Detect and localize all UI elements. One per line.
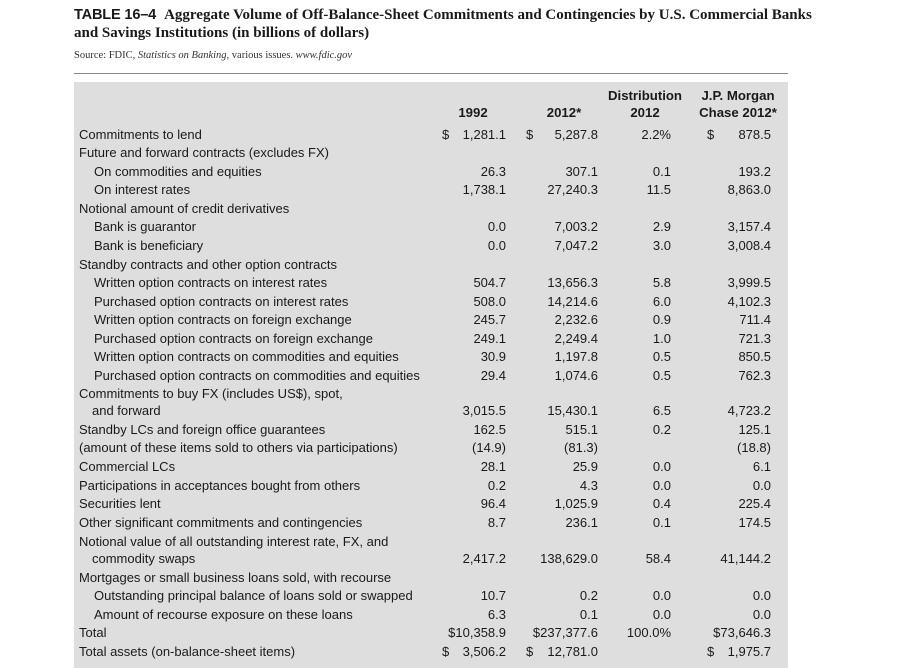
row-label: Written option contracts on interest rates (94, 275, 328, 290)
table-row (74, 367, 788, 385)
row-label: Commitments to buy FX (includes US$), spot, (79, 386, 343, 401)
cell-c1: 8.7 (487, 515, 506, 530)
cell-c4: 4,102.3 (727, 294, 771, 309)
row-label: Future and forward contracts (excludes FX) (79, 145, 329, 160)
cell-c2: 515.1 (565, 422, 598, 437)
cell-c1: 249.1 (473, 331, 506, 346)
cell-c1: 29.4 (480, 368, 506, 383)
row-label: Bank is guarantor (94, 219, 196, 234)
cell-c4: 878.5 (738, 127, 771, 142)
table-row (74, 181, 788, 199)
cell-c2: 4.3 (579, 478, 598, 493)
cell-c4: 225.4 (738, 496, 771, 511)
table-row (74, 163, 788, 181)
cell-c2: 12,781.0 (547, 644, 598, 659)
source-url[interactable]: www.fdic.gov (295, 50, 353, 61)
cell-c1: 1,281.1 (462, 127, 506, 142)
cell-c3: 0.1 (652, 164, 671, 179)
row-label: (amount of these items sold to others via participations) (79, 440, 398, 455)
cell-c1: 96.4 (480, 496, 506, 511)
table-row (74, 402, 788, 420)
cell-c2: 138,629.0 (540, 551, 598, 566)
cell-c3: 11.5 (646, 182, 671, 197)
table-row (74, 439, 788, 457)
cell-c1: 162.5 (473, 422, 506, 437)
cell-c3: 6.0 (652, 294, 671, 309)
cell-c1: 2,417.2 (462, 551, 506, 566)
cell-c3: 0.4 (652, 496, 671, 511)
table-number: TABLE 16–4 (74, 7, 157, 23)
cell-c3: 5.8 (652, 275, 671, 290)
table-caption (74, 6, 834, 42)
table-row (74, 643, 788, 661)
cell-c4: 721.3 (738, 331, 771, 346)
row-label: Outstanding principal balance of loans sold or swapped (94, 588, 413, 603)
table-row (74, 293, 788, 311)
cell-c2: 1,025.9 (554, 496, 598, 511)
table-row (74, 421, 788, 439)
table-row (74, 274, 788, 292)
row-label: Standby LCs and foreign office guarantees (79, 422, 326, 437)
cell-c1: 26.3 (480, 164, 506, 179)
cell-c1: 3,015.5 (462, 403, 506, 418)
cell-c2: 1,074.6 (554, 368, 598, 383)
currency-symbol: $ (442, 127, 450, 142)
cell-c4: 8,863.0 (727, 182, 771, 197)
cell-c3: 0.0 (652, 607, 671, 622)
cell-c2: 0.2 (579, 588, 598, 603)
currency-symbol: $ (442, 644, 450, 659)
cell-c4: 3,008.4 (727, 238, 771, 253)
header-distribution: Distribution (608, 88, 682, 103)
table-row (74, 385, 788, 403)
table-panel (74, 82, 788, 668)
row-label: Standby contracts and other option contracts (79, 257, 337, 272)
table-row (74, 218, 788, 236)
cell-c4: 762.3 (738, 368, 771, 383)
cell-c3: 2.2% (641, 127, 671, 142)
cell-c1: 0.0 (487, 238, 506, 253)
cell-c4: 125.1 (738, 422, 771, 437)
table-row (74, 330, 788, 348)
header-jpmorgan: J.P. Morgan (701, 88, 775, 103)
header-distribution-year: 2012 (630, 105, 660, 120)
cell-c1: 0.0 (487, 219, 506, 234)
cell-c4: 174.5 (738, 515, 771, 530)
cell-c2: 13,656.3 (547, 275, 598, 290)
cell-c3: 0.0 (652, 459, 671, 474)
cell-c4: 0.0 (752, 478, 771, 493)
cell-c4: 0.0 (752, 588, 771, 603)
table-row (74, 311, 788, 329)
cell-c1: 1,738.1 (462, 182, 506, 197)
row-label: Bank is beneficiary (94, 238, 204, 253)
cell-c2: 2,249.4 (554, 331, 598, 346)
row-label: Purchased option contracts on interest rates (94, 294, 349, 309)
cell-c4: 850.5 (738, 349, 771, 364)
row-label: Notional amount of credit derivatives (79, 201, 290, 216)
cell-c2: 7,003.2 (554, 219, 598, 234)
source-prefix: Source: FDIC, (74, 50, 136, 61)
row-label: Written option contracts on foreign exchange (94, 312, 352, 327)
cell-c2: $237,377.6 (532, 625, 598, 640)
row-label: Securities lent (79, 496, 161, 511)
cell-c4: 3,157.4 (727, 219, 771, 234)
cell-c4: 41,144.2 (720, 551, 771, 566)
cell-c4: $73,646.3 (713, 625, 771, 640)
header-1992: 1992 (458, 105, 488, 120)
table-row (74, 256, 788, 274)
row-label: Notional value of all outstanding interest rate, FX, and (79, 534, 389, 549)
cell-c2: 236.1 (565, 515, 598, 530)
header-jpmorgan-year: Chase 2012* (699, 105, 777, 120)
currency-symbol: $ (526, 127, 534, 142)
row-label: Amount of recourse exposure on these loans (94, 607, 353, 622)
cell-c4: 1,975.7 (727, 644, 771, 659)
cell-c4: 6.1 (752, 459, 771, 474)
cell-c3: 0.0 (652, 588, 671, 603)
currency-symbol: $ (707, 644, 715, 659)
cell-c4: 711.4 (739, 312, 771, 327)
table-row (74, 533, 788, 551)
table-row (74, 144, 788, 162)
cell-c1: 10.7 (480, 588, 506, 603)
cell-c4: 3,999.5 (727, 275, 771, 290)
cell-c1: $10,358.9 (448, 625, 506, 640)
cell-c3: 6.5 (652, 403, 671, 418)
cell-c3: 2.9 (652, 219, 671, 234)
table-row (74, 237, 788, 255)
cell-c2: (81.3) (564, 440, 598, 455)
header-2012: 2012* (546, 105, 582, 120)
row-label: and forward (92, 403, 161, 418)
cell-c4: 0.0 (752, 607, 771, 622)
table-row (74, 624, 788, 642)
cell-c1: 504.7 (473, 275, 506, 290)
cell-c3: 58.4 (645, 551, 671, 566)
cell-c3: 0.9 (652, 312, 671, 327)
table-row (74, 606, 788, 624)
row-label: Participations in acceptances bought from others (79, 478, 361, 493)
cell-c2: 2,232.6 (554, 312, 598, 327)
table-row (74, 550, 788, 568)
row-label: Total assets (on-balance-sheet items) (79, 644, 296, 659)
table-row (74, 477, 788, 495)
currency-symbol: $ (526, 644, 534, 659)
cell-c4: 193.2 (738, 164, 771, 179)
cell-c2: 7,047.2 (554, 238, 598, 253)
cell-c3: 3.0 (652, 238, 671, 253)
cell-c1: 245.7 (473, 312, 506, 327)
table-row (74, 126, 788, 144)
cell-c1: 28.1 (480, 459, 506, 474)
cell-c3: 0.2 (652, 422, 671, 437)
cell-c3: 0.5 (652, 349, 671, 364)
table-row (74, 348, 788, 366)
row-label: On commodities and equities (94, 164, 262, 179)
cell-c1: 3,506.2 (462, 644, 506, 659)
cell-c1: (14.9) (472, 440, 506, 455)
table-row (74, 458, 788, 476)
cell-c2: 27,240.3 (547, 182, 598, 197)
cell-c1: 6.3 (487, 607, 506, 622)
row-label: commodity swaps (92, 551, 196, 566)
cell-c3: 0.1 (652, 515, 671, 530)
cell-c2: 5,287.8 (554, 127, 598, 142)
cell-c4: 4,723.2 (727, 403, 771, 418)
cell-c2: 14,214.6 (547, 294, 598, 309)
row-label: Purchased option contracts on commodities and equities (94, 368, 420, 383)
row-label: Written option contracts on commodities and equities (94, 349, 399, 364)
cell-c3: 0.0 (652, 478, 671, 493)
source-line (74, 50, 352, 61)
source-publication: Statistics on Banking, (137, 50, 230, 61)
row-label: On interest rates (94, 182, 191, 197)
row-label: Commercial LCs (79, 459, 176, 474)
source-suffix: various issues. (231, 50, 294, 61)
cell-c2: 25.9 (572, 459, 598, 474)
row-label: Mortgages or small business loans sold, with recourse (79, 570, 392, 585)
cell-c3: 1.0 (652, 331, 671, 346)
table-title: Aggregate Volume of Off-Balance-Sheet Commitments and Contingencies by U.S. Commercial Banks and Savings Institutions (in billions of dollars) (74, 7, 812, 41)
row-label: Total (79, 625, 107, 640)
cell-c2: 1,197.8 (554, 349, 598, 364)
cell-c1: 508.0 (473, 294, 506, 309)
top-rule (74, 73, 788, 74)
cell-c3: 100.0% (626, 625, 671, 640)
cell-c1: 0.2 (487, 478, 506, 493)
cell-c4: (18.8) (737, 440, 771, 455)
table-row (74, 495, 788, 513)
row-label: Purchased option contracts on foreign exchange (94, 331, 373, 346)
cell-c3: 0.5 (652, 368, 671, 383)
cell-c1: 30.9 (480, 349, 506, 364)
table-row (74, 200, 788, 218)
cell-c2: 0.1 (579, 607, 598, 622)
table-row (74, 587, 788, 605)
table-row (74, 569, 788, 587)
cell-c2: 307.1 (565, 164, 598, 179)
row-label: Commitments to lend (79, 127, 202, 142)
cell-c2: 15,430.1 (547, 403, 598, 418)
table-row (74, 514, 788, 532)
row-label: Other significant commitments and contingencies (79, 515, 363, 530)
currency-symbol: $ (707, 127, 715, 142)
